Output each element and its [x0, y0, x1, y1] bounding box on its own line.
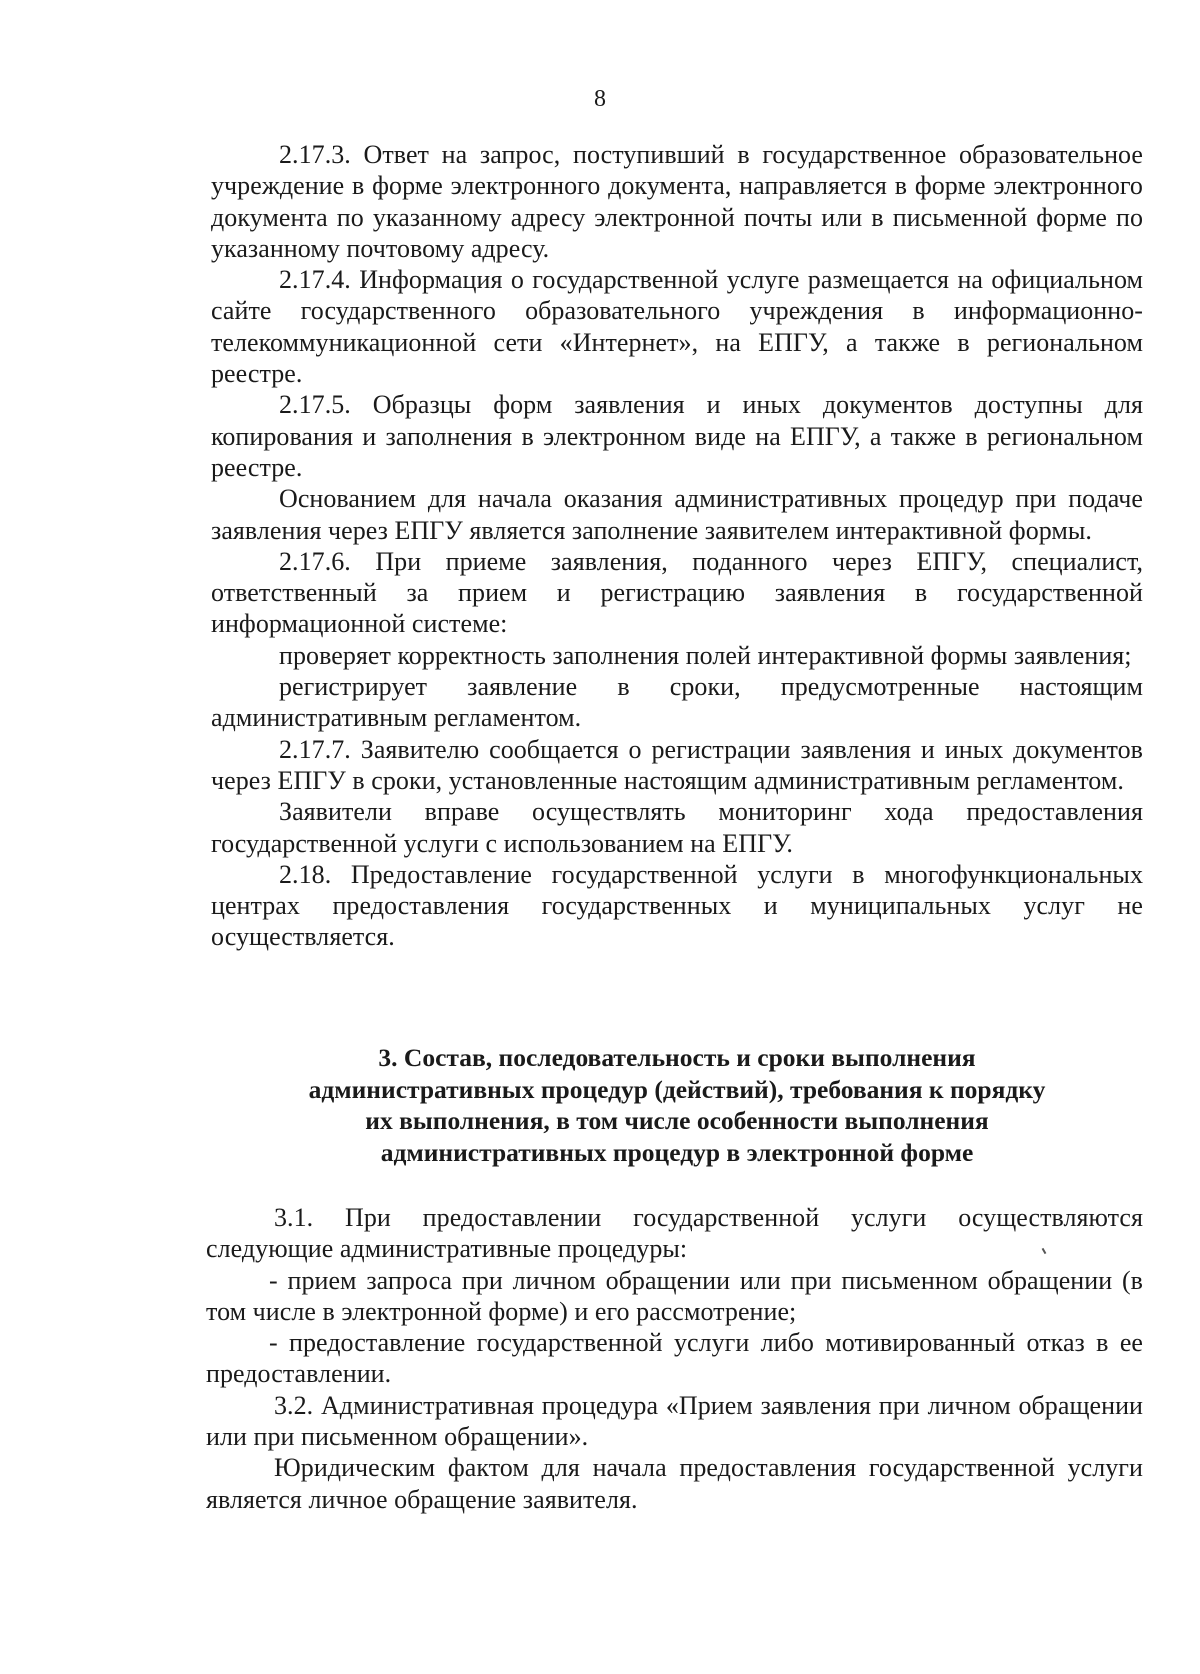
- paragraph-2-18: 2.18. Предоставление государственной услуги в многофункциональных центрах предоставления государственных и муниципальных услуг не осуществляется.: [211, 859, 1143, 952]
- paragraph-2-17-7: 2.17.7. Заявителю сообщается о регистрации заявления и иных документов через ЕПГУ в сроки, установленные настоящим административным регламентом.: [211, 734, 1143, 795]
- paragraph-monitoring: Заявители вправе осуществлять мониторинг хода предоставления государственной услуги с использованием на ЕПГУ.: [211, 797, 1143, 858]
- paragraph-legal-fact: Юридическим фактом для начала предоставления государственной услуги является личное обращение заявителя.: [206, 1453, 1143, 1514]
- heading-line: административных процедур (действий), требования к порядку: [308, 1074, 1046, 1104]
- paragraph-3-2: 3.2. Административная процедура «Прием заявления при личном обращении или при письменном обращении».: [206, 1390, 1143, 1452]
- paragraph-2-17-4: 2.17.4. Информация о государственной услуге размещается на официальном сайте государственного образовательного учреждения в информационно-телекоммуникационной сети «Интернет», на ЕПГУ, а также в региональном реестре.: [211, 265, 1143, 389]
- heading-line: административных процедур в электронной форме: [380, 1137, 974, 1167]
- paragraph-3-1: 3.1. При предоставлении государственной услуги осуществляются следующие административные процедуры:: [206, 1203, 1143, 1264]
- paragraph-basis: Основанием для начала оказания административных процедур при подаче заявления через ЕПГУ является заполнение заявителем интерактивной формы.: [211, 484, 1143, 545]
- section-2-body: [211, 139, 1143, 953]
- section-3-body: [206, 1202, 1143, 1515]
- page-number: 8: [594, 86, 606, 112]
- paragraph-registers: регистрирует заявление в сроки, предусмотренные настоящим административным регламентом.: [211, 672, 1143, 733]
- heading-line: их выполнения, в том числе особенности выполнения: [365, 1106, 989, 1135]
- list-item-reception: - прием запроса при личном обращении или при письменном обращении (в том числе в электронной форме) и его рассмотрение;: [206, 1265, 1143, 1326]
- heading-line: 3. Состав, последовательность и сроки выполнения: [378, 1043, 976, 1072]
- paragraph-2-17-6: 2.17.6. При приеме заявления, поданного через ЕПГУ, специалист, ответственный за прием и регистрацию заявления в государственной информационной системе:: [211, 546, 1143, 639]
- paragraph-2-17-5: 2.17.5. Образцы форм заявления и иных документов доступны для копирования и заполнения в электронном виде на ЕПГУ, а также в региональном реестре.: [211, 390, 1143, 482]
- section-3-heading: [211, 1042, 1143, 1168]
- paragraph-2-17-3: 2.17.3. Ответ на запрос, поступивший в государственное образовательное учреждение в форме электронного документа, направляется в форме электронного документа по указанному адресу электронной почты или в письменной форме по указанному почтовому адресу.: [211, 140, 1143, 263]
- list-item-provision: - предоставление государственной услуги либо мотивированный отказ в ее предоставлении.: [206, 1328, 1143, 1389]
- paragraph-checks-form: проверяет корректность заполнения полей интерактивной формы заявления;: [279, 640, 1132, 670]
